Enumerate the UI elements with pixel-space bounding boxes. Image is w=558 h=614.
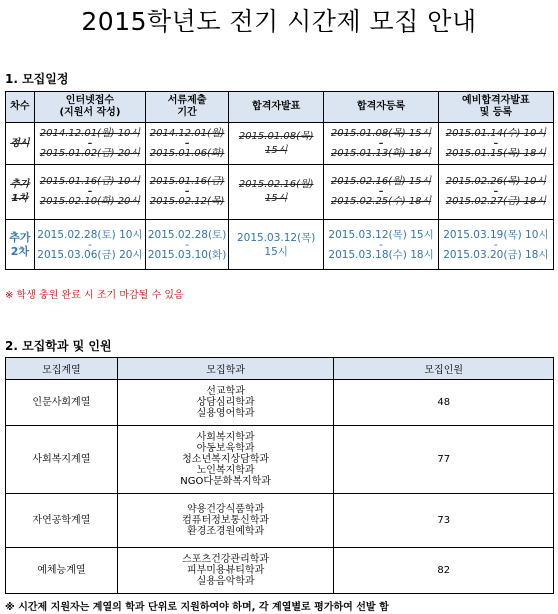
schedule-cell: 2015.01.16(금) 10시 - 2015.02.10(화) 20시: [34, 165, 146, 220]
schedule-row: [6, 220, 554, 270]
department-group: 예체능계열: [6, 548, 118, 594]
schedule-cell: 2015.02.26(목) 10시 - 2015.02.27(금) 18시: [438, 165, 553, 220]
schedule-row: [6, 123, 554, 165]
schedule-cell: 2015.02.16(월) 15시 - 2015.02.25(수) 18시: [324, 165, 438, 220]
schedule-header-cell: 차수: [6, 92, 35, 123]
schedule-header-cell: 예비합격자발표 및 등록: [438, 92, 553, 123]
department-majors: 선교학과 상담심리학과 실용영어학과: [117, 380, 334, 426]
departments-header-cell: 모집학과: [117, 358, 334, 380]
schedule-cell: 2014.12.01(월) - 2015.01.06(화): [146, 123, 229, 165]
department-row: [6, 426, 554, 494]
department-group: 인문사회계열: [6, 380, 118, 426]
schedule-header-cell: 합격자발표: [228, 92, 323, 123]
schedule-header-cell: 인터넷접수 (지원서 작성): [34, 92, 146, 123]
department-row: [6, 548, 554, 594]
schedule-row: [6, 165, 554, 220]
department-count: 48: [334, 380, 554, 426]
schedule-cell: 2015.03.12(목) 15시 - 2015.03.18(수) 18시: [324, 220, 438, 270]
departments-header-cell: 모집인원: [334, 358, 554, 380]
round-label: 추가 2차: [6, 220, 35, 270]
application-note: ※ 시간제 지원자는 계열의 학과 단위로 지원하여야 하며, 각 계열별로 평가하여 선발 함: [5, 602, 389, 613]
departments-table: [5, 357, 554, 594]
departments-header-cell: 모집계열: [6, 358, 118, 380]
department-count: 77: [334, 426, 554, 494]
schedule-cell: 2015.01.14(수) 10시 - 2015.01.15(목) 18시: [438, 123, 553, 165]
section-schedule-heading: 1. 모집일정: [5, 72, 69, 86]
department-count: 82: [334, 548, 554, 594]
department-group: 사회복지계열: [6, 426, 118, 494]
page-title: 2015학년도 전기 시간제 모집 안내: [81, 7, 477, 36]
schedule-header-row: [6, 92, 554, 123]
schedule-cell: 2015.02.16(월) 15시: [228, 165, 323, 220]
schedule-table: [5, 91, 554, 270]
departments-header-row: [6, 358, 554, 380]
department-row: [6, 494, 554, 548]
department-majors: 약용건강식품학과 컴퓨터정보통신학과 환경조경원예학과: [117, 494, 334, 548]
department-count: 73: [334, 494, 554, 548]
schedule-cell: 2015.01.08(목) 15시: [228, 123, 323, 165]
schedule-cell: 2015.03.12(목) 15시: [228, 220, 323, 270]
schedule-header-cell: 합격자등록: [324, 92, 438, 123]
department-group: 자연공학계열: [6, 494, 118, 548]
department-majors: 사회복지학과 아동보육학과 청소년복지상담학과 노인복지학과 NGO다문화복지학과: [117, 426, 334, 494]
schedule-cell: 2015.02.28(토) - 2015.03.10(화): [146, 220, 229, 270]
schedule-cell: 2014.12.01(월) 10시 - 2015.01.02(금) 20시: [34, 123, 146, 165]
department-majors: 스포츠건강관리학과 피부미용뷰티학과 실용음악학과: [117, 548, 334, 594]
schedule-cell: 2015.03.19(목) 10시 - 2015.03.20(금) 18시: [438, 220, 553, 270]
schedule-cell: 2015.01.16(금) - 2015.02.12(목): [146, 165, 229, 220]
early-close-note: ※ 학생 충원 완료 시 조기 마감될 수 있음: [5, 290, 184, 301]
round-label: 추가 1차: [6, 165, 35, 220]
round-label: 정시: [6, 123, 35, 165]
department-row: [6, 380, 554, 426]
schedule-header-cell: 서류제출 기간: [146, 92, 229, 123]
schedule-cell: 2015.01.08(목) 15시 - 2015.01.13(화) 18시: [324, 123, 438, 165]
schedule-cell: 2015.02.28(토) 10시 - 2015.03.06(금) 20시: [34, 220, 146, 270]
section-departments-heading: 2. 모집학과 및 인원: [5, 339, 112, 353]
